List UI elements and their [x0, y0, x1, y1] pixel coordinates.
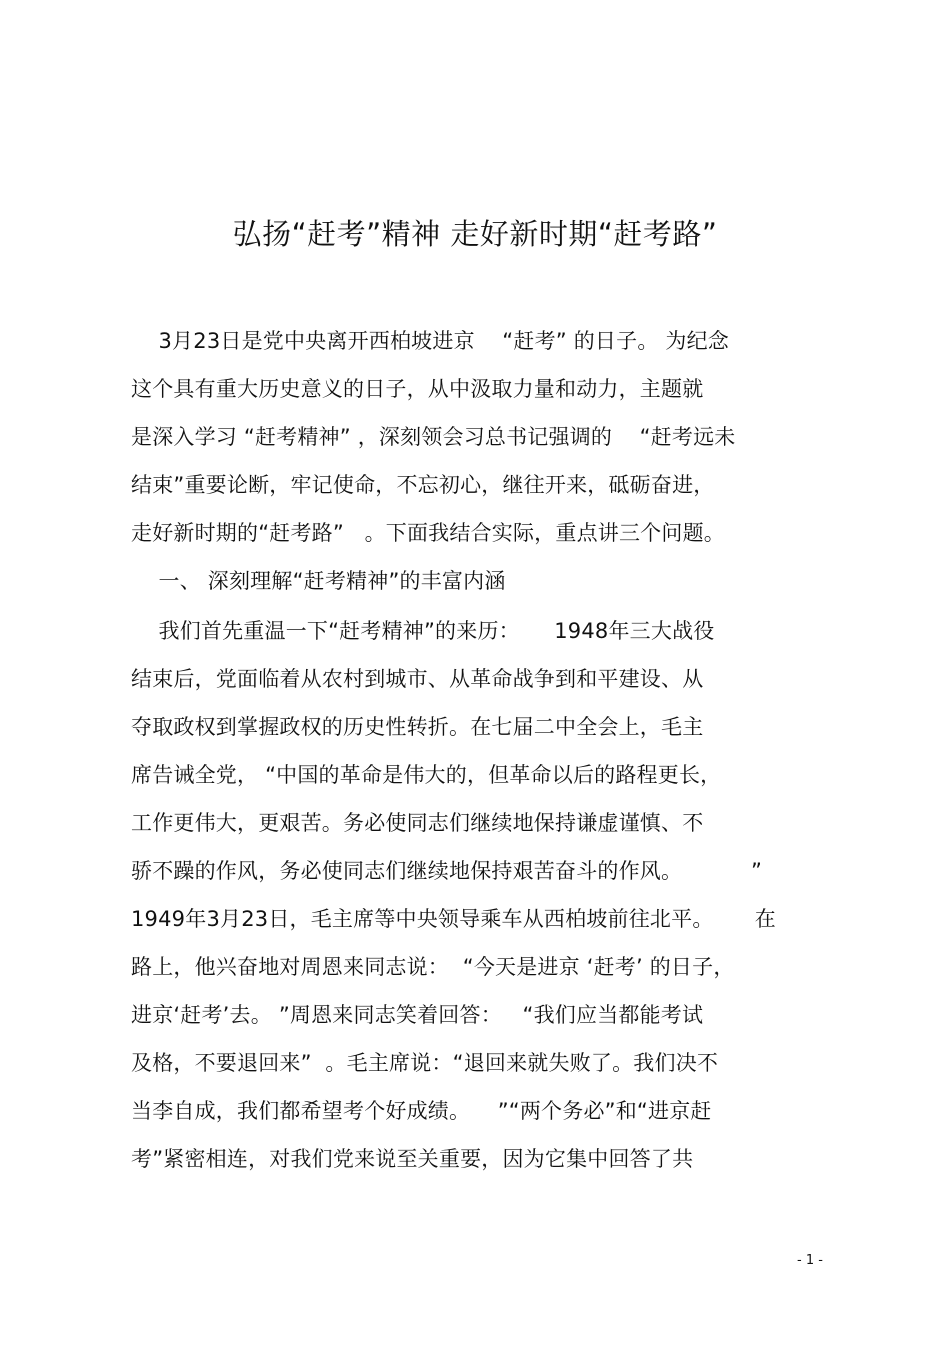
paragraph-line: 当李自成，我们都希望考个好成绩。 ”“两个务必”和“进京赶 — [131, 1099, 712, 1123]
paragraph-line: 3月23日是党中央离开西柏坡进京 “赶考” 的日子。 为纪念 — [131, 329, 729, 353]
paragraph-line: 骄不躁的作风，务必使同志们继续地保持艰苦奋斗的作风。 ” — [131, 859, 763, 883]
paragraph-line: 路上，他兴奋地对周恩来同志说： “今天是进京 ‘赶考’ 的日子， — [131, 955, 735, 979]
page-number: - 1 - — [797, 1253, 823, 1268]
paragraph-line: 走好新时期的“赶考路” 。下面我结合实际，重点讲三个问题。 — [131, 521, 725, 545]
paragraph-line: 结束后，党面临着从农村到城市、从革命战争到和平建设、从 — [131, 667, 704, 691]
paragraph-line: 是深入学习 “赶考精神” ，深刻领会习总书记强调的 “赶考远未 — [131, 425, 736, 449]
document-title: 弘扬“赶考”精神 走好新时期“赶考路” — [232, 217, 718, 251]
paragraph-line: 结束”重要论断，牢记使命，不忘初心，继往开来，砥砺奋进， — [131, 473, 715, 497]
paragraph-line: 及格，不要退回来” 。毛主席说：“退回来就失败了。我们决不 — [131, 1051, 719, 1075]
paragraph-line: 工作更伟大，更艰苦。务必使同志们继续地保持谦虚谨慎、不 — [131, 811, 704, 835]
paragraph-line: 1949年3月23日，毛主席等中央领导乘车从西柏坡前往北平。 在 — [131, 907, 776, 931]
paragraph-line: 进京‘赶考’去。 ”周恩来同志笑着回答： “我们应当都能考试 — [131, 1003, 704, 1027]
paragraph-line: 考”紧密相连，对我们党来说至关重要，因为它集中回答了共 — [131, 1147, 694, 1171]
paragraph-line: 这个具有重大历史意义的日子，从中汲取力量和动力，主题就 — [131, 377, 704, 401]
section-heading: 一、 深刻理解“赶考精神”的丰富内涵 — [131, 569, 506, 593]
paragraph-line: 夺取政权到掌握政权的历史性转折。在七届二中全会上，毛主 — [131, 715, 704, 739]
paragraph-line: 席告诫全党， “中国的革命是伟大的，但革命以后的路程更长， — [131, 763, 722, 787]
paragraph-line: 我们首先重温一下“赶考精神”的来历： 1948年三大战役 — [131, 619, 715, 643]
